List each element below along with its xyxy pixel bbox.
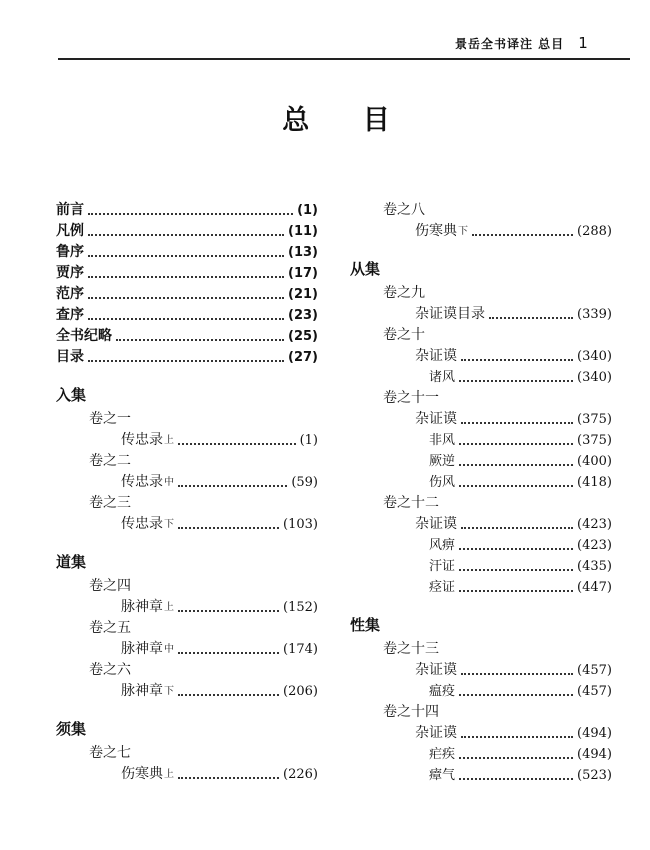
- volume-heading: 卷之五: [89, 620, 131, 636]
- entry-part-suffix: 下: [164, 686, 174, 697]
- dot-leader: [88, 318, 284, 320]
- toc-entry[interactable]: [350, 430, 612, 451]
- volume-heading: 卷之八: [383, 202, 425, 218]
- entry-page-number: (103): [283, 517, 318, 532]
- entry-title: 脉神章: [121, 599, 163, 615]
- dot-leader: [461, 359, 573, 361]
- toc-entry[interactable]: [56, 305, 318, 326]
- entry-part-suffix: 上: [164, 435, 174, 446]
- toc-entry[interactable]: [350, 577, 612, 598]
- dot-leader: [472, 234, 573, 236]
- entry-page-number: (13): [288, 245, 318, 260]
- dot-leader: [459, 569, 573, 571]
- toc-entry[interactable]: [350, 744, 612, 765]
- toc-entry[interactable]: [350, 472, 612, 493]
- entry-page-number: (457): [577, 684, 612, 699]
- volume-heading: 卷之十四: [383, 704, 439, 720]
- toc-entry[interactable]: [350, 723, 612, 744]
- volume-heading: 卷之一: [89, 411, 131, 427]
- entry-title: 瘴气: [429, 768, 456, 783]
- volume-heading: 卷之十: [383, 327, 425, 343]
- entry-page-number: (174): [283, 642, 318, 657]
- entry-title: 传忠录: [121, 432, 163, 448]
- dot-leader: [459, 464, 573, 466]
- entry-page-number: (375): [577, 412, 612, 427]
- entry-page-number: (152): [283, 600, 318, 615]
- entry-title: 疟疾: [429, 747, 456, 762]
- toc-entry[interactable]: [350, 514, 612, 535]
- volume-heading: 卷之二: [89, 453, 131, 469]
- entry-title: 汗证: [429, 559, 456, 574]
- dot-leader: [461, 527, 573, 529]
- entry-title: 痉证: [429, 580, 456, 595]
- toc-entry[interactable]: [56, 242, 318, 263]
- volume-heading: 卷之七: [89, 745, 131, 761]
- toc-entry[interactable]: [350, 304, 612, 325]
- dot-leader: [459, 757, 573, 759]
- dot-leader: [178, 694, 279, 696]
- entry-title: 杂证谟: [415, 348, 457, 364]
- entry-page-number: (11): [288, 224, 318, 239]
- toc-left-column: [56, 200, 318, 785]
- entry-title: 非风: [429, 433, 456, 448]
- dot-leader: [178, 527, 279, 529]
- dot-leader: [459, 778, 573, 780]
- entry-title: 厥逆: [429, 454, 456, 469]
- section-heading: 性集: [350, 616, 381, 634]
- entry-page-number: (457): [577, 663, 612, 678]
- toc-entry[interactable]: [350, 681, 612, 702]
- toc-entry[interactable]: [56, 430, 318, 451]
- dot-leader: [461, 673, 573, 675]
- entry-page-number: (21): [288, 287, 318, 302]
- toc-entry[interactable]: [56, 639, 318, 660]
- toc-entry[interactable]: [56, 681, 318, 702]
- entry-page-number: (523): [577, 768, 612, 783]
- entry-title: 杂证谟: [415, 662, 457, 678]
- toc-entry[interactable]: [56, 221, 318, 242]
- section-heading: 入集: [56, 386, 87, 404]
- entry-title: 全书纪略: [56, 328, 112, 344]
- toc-entry[interactable]: [56, 284, 318, 305]
- dot-leader: [461, 736, 573, 738]
- dot-leader: [459, 694, 573, 696]
- entry-title: 脉神章: [121, 683, 163, 699]
- toc-entry[interactable]: [350, 660, 612, 681]
- entry-page-number: (23): [288, 308, 318, 323]
- toc-entry[interactable]: [350, 765, 612, 786]
- toc-entry[interactable]: [350, 367, 612, 388]
- entry-page-number: (435): [577, 559, 612, 574]
- entry-page-number: (17): [288, 266, 318, 281]
- toc-entry[interactable]: [56, 764, 318, 785]
- entry-title: 凡例: [56, 223, 84, 239]
- entry-part-suffix: 中: [164, 477, 174, 488]
- entry-page-number: (423): [577, 538, 612, 553]
- entry-title: 查序: [56, 307, 84, 323]
- section-heading: 道集: [56, 553, 87, 571]
- dot-leader: [88, 360, 284, 362]
- page-title: 总 目: [282, 105, 412, 136]
- toc-entry[interactable]: [56, 263, 318, 284]
- toc-entry[interactable]: [56, 472, 318, 493]
- dot-leader: [459, 485, 573, 487]
- dot-leader: [88, 255, 284, 257]
- toc-entry[interactable]: [56, 326, 318, 347]
- toc-entry[interactable]: [56, 347, 318, 368]
- entry-page-number: (418): [577, 475, 612, 490]
- dot-leader: [178, 777, 279, 779]
- dot-leader: [88, 297, 284, 299]
- entry-page-number: (1): [299, 433, 318, 448]
- dot-leader: [88, 276, 284, 278]
- toc-entry[interactable]: [56, 514, 318, 535]
- entry-title: 杂证谟: [415, 725, 457, 741]
- entry-title: 杂证谟: [415, 516, 457, 532]
- entry-title: 瘟疫: [429, 684, 456, 699]
- entry-page-number: (339): [577, 307, 612, 322]
- entry-page-number: (59): [291, 475, 318, 490]
- entry-page-number: (400): [577, 454, 612, 469]
- dot-leader: [459, 443, 573, 445]
- entry-page-number: (226): [283, 767, 318, 782]
- entry-page-number: (25): [288, 329, 318, 344]
- entry-title: 风痹: [429, 538, 456, 553]
- toc-entry[interactable]: [350, 346, 612, 367]
- entry-page-number: (27): [288, 350, 318, 365]
- dot-leader: [459, 548, 573, 550]
- entry-page-number: (340): [577, 349, 612, 364]
- toc-entry[interactable]: [350, 556, 612, 577]
- dot-leader: [88, 234, 284, 236]
- entry-title: 鲁序: [56, 244, 84, 260]
- dot-leader: [88, 213, 293, 215]
- volume-heading: 卷之十二: [383, 495, 439, 511]
- volume-heading: 卷之六: [89, 662, 131, 678]
- volume-heading: 卷之九: [383, 285, 425, 301]
- entry-page-number: (1): [297, 203, 318, 218]
- entry-title: 传忠录: [121, 516, 163, 532]
- toc-entry[interactable]: [350, 409, 612, 430]
- dot-leader: [459, 380, 573, 382]
- entry-title: 前言: [56, 202, 84, 218]
- entry-title: 范序: [56, 286, 84, 302]
- entry-page-number: (206): [283, 684, 318, 699]
- entry-part-suffix: 上: [164, 769, 174, 780]
- dot-leader: [178, 443, 296, 445]
- toc-entry[interactable]: [56, 200, 318, 221]
- entry-part-suffix: 下: [164, 519, 174, 530]
- entry-part-suffix: 上: [164, 602, 174, 613]
- entry-page-number: (375): [577, 433, 612, 448]
- entry-page-number: (423): [577, 517, 612, 532]
- entry-page-number: (340): [577, 370, 612, 385]
- entry-part-suffix: 中: [164, 644, 174, 655]
- dot-leader: [461, 422, 573, 424]
- dot-leader: [178, 485, 287, 487]
- dot-leader: [116, 339, 284, 341]
- page-number: 1: [578, 34, 589, 52]
- header-rule: [58, 58, 630, 60]
- entry-page-number: (494): [577, 726, 612, 741]
- toc-entry[interactable]: [350, 451, 612, 472]
- volume-heading: 卷之三: [89, 495, 131, 511]
- running-title: 景岳全书译注 总目: [455, 37, 565, 51]
- volume-heading: 卷之十一: [383, 390, 439, 406]
- entry-title: 杂证谟目录: [415, 306, 485, 322]
- entry-title: 诸风: [429, 370, 456, 385]
- entry-title: 脉神章: [121, 641, 163, 657]
- dot-leader: [489, 317, 573, 319]
- dot-leader: [178, 652, 279, 654]
- entry-title: 伤寒典: [121, 766, 163, 782]
- toc-right-column: [350, 200, 612, 786]
- toc-entry[interactable]: [350, 535, 612, 556]
- entry-title: 传忠录: [121, 474, 163, 490]
- entry-title: 贾序: [56, 265, 84, 281]
- volume-heading: 卷之四: [89, 578, 131, 594]
- dot-leader: [459, 590, 573, 592]
- toc-entry[interactable]: [56, 597, 318, 618]
- section-heading: 从集: [350, 260, 381, 278]
- entry-page-number: (447): [577, 580, 612, 595]
- entry-title: 目录: [56, 349, 84, 365]
- entry-page-number: (288): [577, 224, 612, 239]
- toc-entry[interactable]: [350, 221, 612, 242]
- entry-title: 杂证谟: [415, 411, 457, 427]
- entry-part-suffix: 下: [458, 226, 468, 237]
- section-heading: 须集: [56, 720, 87, 738]
- dot-leader: [178, 610, 279, 612]
- entry-title: 伤寒典: [415, 223, 457, 239]
- entry-page-number: (494): [577, 747, 612, 762]
- volume-heading: 卷之十三: [383, 641, 439, 657]
- running-header: [455, 34, 589, 52]
- entry-title: 伤风: [429, 475, 456, 490]
